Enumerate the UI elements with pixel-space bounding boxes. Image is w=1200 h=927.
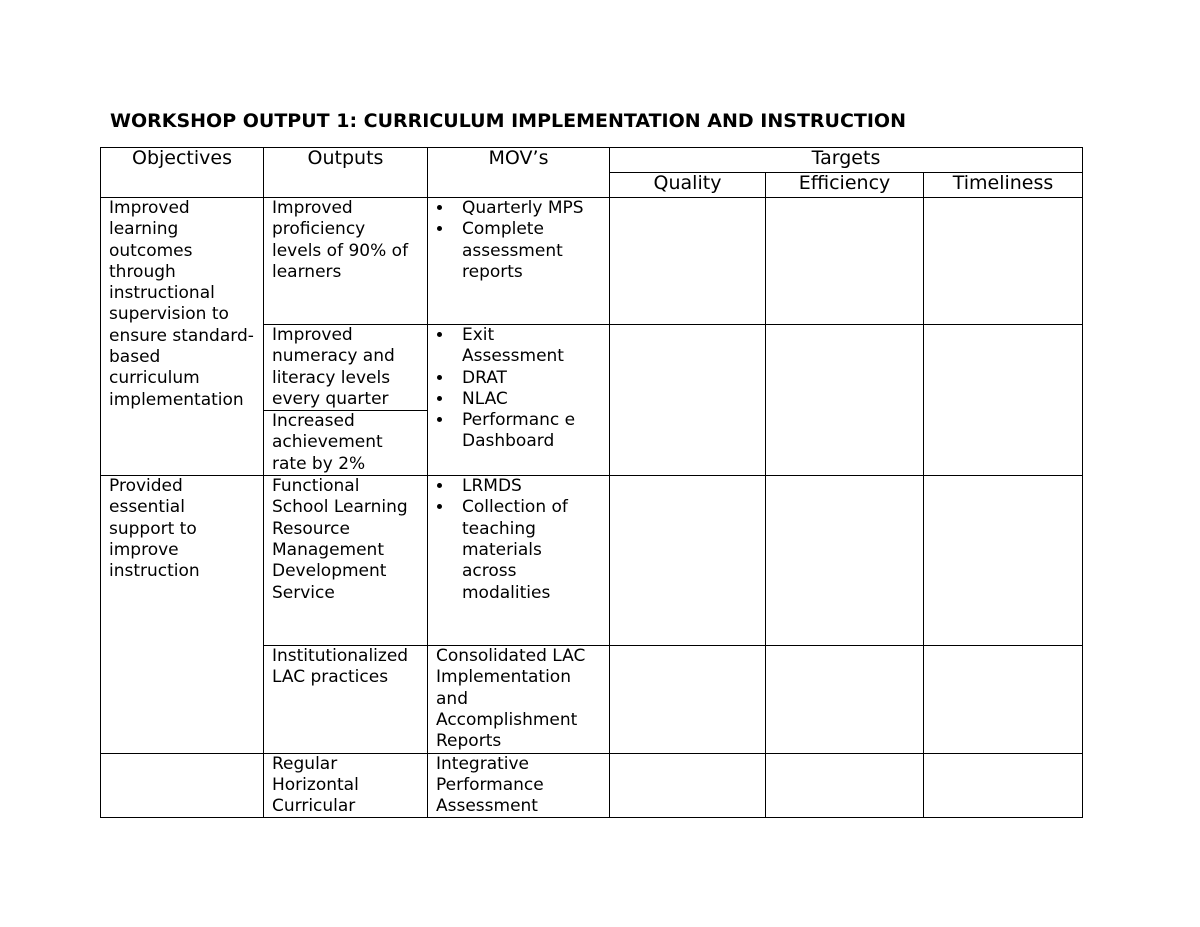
header-timeliness: Timeliness [924,173,1083,198]
mov-item: • Exit Assessment [454,325,601,368]
header-targets: Targets [610,148,1083,173]
output-cell: Functional School Learning Resource Management Development Service [264,476,428,646]
quality-cell[interactable] [610,476,766,646]
mov-cell: Consolidated LAC Implementation and Accomplishment Reports [428,646,610,753]
header-quality: Quality [610,173,766,198]
table-row [101,476,1083,646]
mov-item: • Collection of teaching materials across modalities [454,497,601,603]
efficiency-cell[interactable] [766,753,924,818]
header-efficiency: Efficiency [766,173,924,198]
table-row [101,198,1083,325]
timeliness-cell[interactable] [924,476,1083,646]
mov-item: • DRAT [454,368,601,389]
quality-cell[interactable] [610,753,766,818]
timeliness-cell[interactable] [924,325,1083,476]
output-cell: Improved proficiency levels of 90% of learners [264,198,428,325]
table-row [101,753,1083,818]
efficiency-cell[interactable] [766,325,924,476]
mov-cell [428,325,610,476]
header-objectives: Objectives [101,148,264,198]
output-cell: Institutionalized LAC practices [264,646,428,753]
output-cell: Improved numeracy and literacy levels every quarter [264,325,428,411]
mov-item: • Complete assessment reports [454,219,601,283]
mov-list [428,476,601,604]
mov-item: • Quarterly MPS [454,198,601,219]
mov-cell [428,476,610,646]
mov-item: • Performanc e Dashboard [454,410,601,453]
timeliness-cell[interactable] [924,646,1083,753]
mov-item: • NLAC [454,389,601,410]
quality-cell[interactable] [610,646,766,753]
quality-cell[interactable] [610,325,766,476]
output-cell: Regular Horizontal Curricular [264,753,428,818]
mov-list [428,198,601,283]
efficiency-cell[interactable] [766,646,924,753]
title-rest-part: : CURRICULUM IMPLEMENTATION AND INSTRUCTION [349,110,906,132]
efficiency-cell[interactable] [766,198,924,325]
output-cell: Increased achievement rate by 2% [264,411,428,476]
header-row-1 [101,148,1083,173]
efficiency-cell[interactable] [766,476,924,646]
timeliness-cell[interactable] [924,753,1083,818]
title-bold-part: WORKSHOP OUTPUT 1 [110,110,350,132]
mov-cell: Integrative Performance Assessment [428,753,610,818]
header-movs: MOV’s [428,148,610,198]
objective-cell [101,753,264,818]
workshop-table [100,147,1083,818]
header-outputs: Outputs [264,148,428,198]
mov-list [428,325,601,453]
quality-cell[interactable] [610,198,766,325]
timeliness-cell[interactable] [924,198,1083,325]
document-title [110,110,906,132]
mov-item: • LRMDS [454,476,601,497]
objective-cell: Improved learning outcomes through instructional supervision to ensure standard-based curriculum implementation [101,198,264,476]
mov-cell [428,198,610,325]
objective-cell: Provided essential support to improve instruction [101,476,264,753]
